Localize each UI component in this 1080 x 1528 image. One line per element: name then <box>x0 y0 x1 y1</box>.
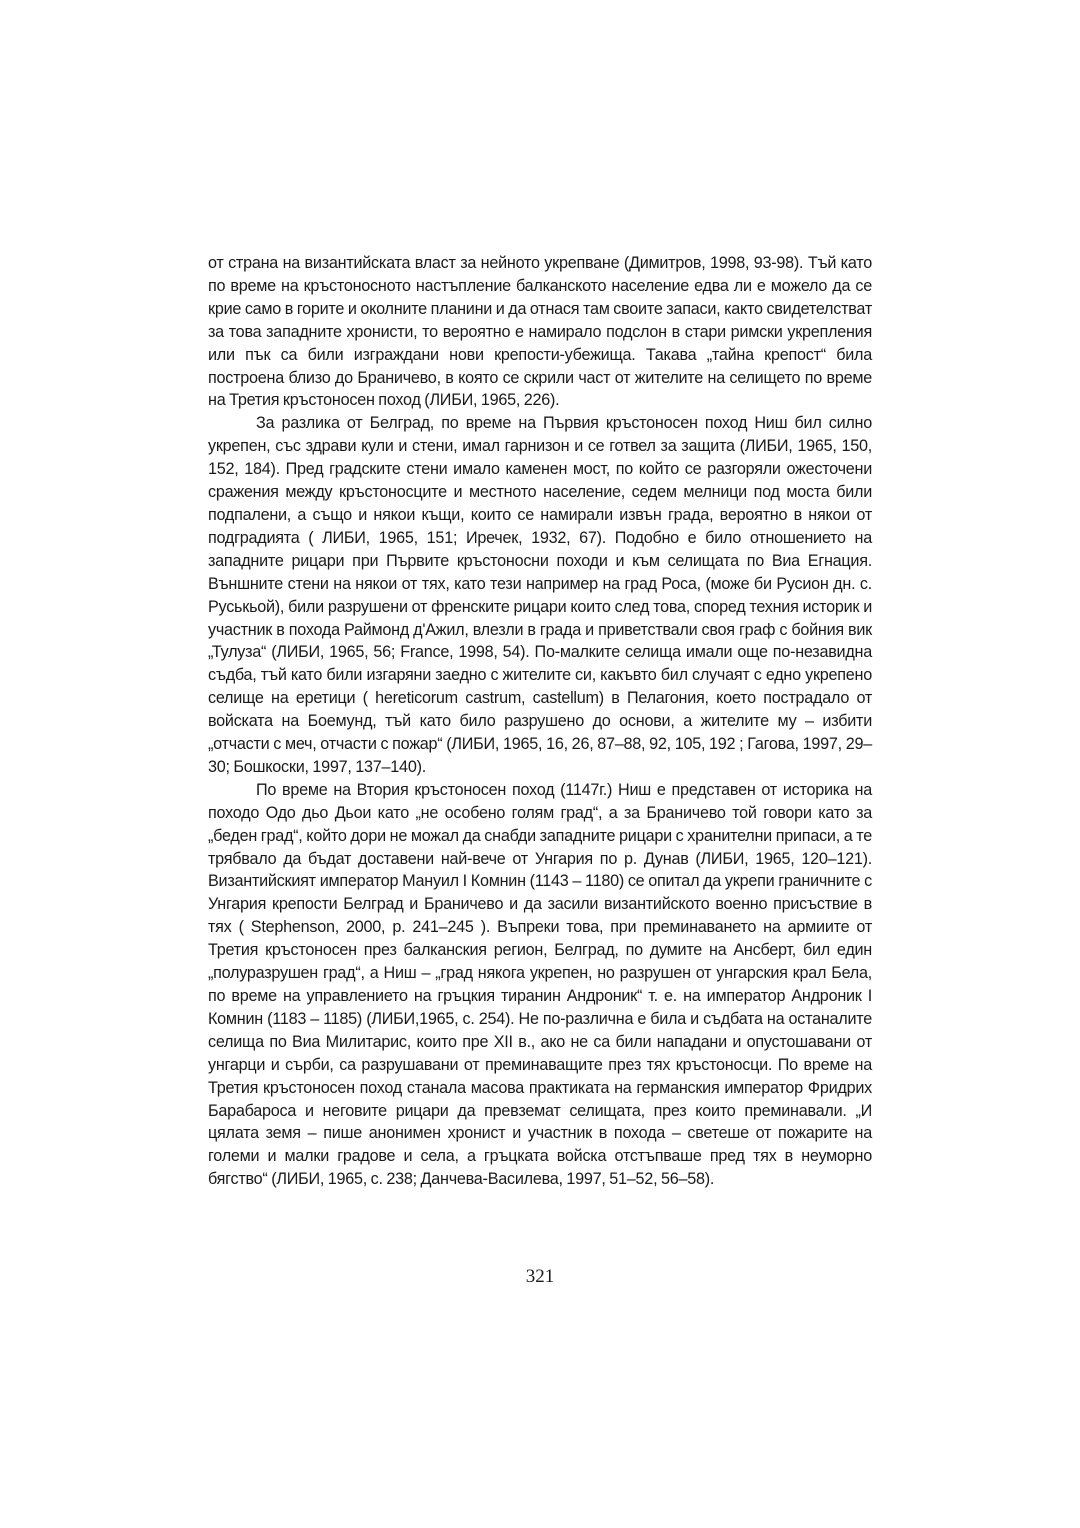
body-text <box>208 252 872 1191</box>
paragraph-3: По време на Втория кръстоносен поход (1147г.) Ниш е представен от историка на походо Одо дьо Дьои като „не особено голям град“, а за Браничево той говори като за „беден град“, който дори не можал да снабди западните рицари с хранителни припаси, а те трябвало да бъдат доставени най-вече от Унгария по р. Дунав (ЛИБИ, 1965, 120–121). Византийският император Мануил I Комнин (1143 – 1180) се опитал да укрепи граничните с Унгария крепости Белград и Браничево и да засили византийското военно присъствие в тях ( Stephenson, 2000, p. 241–245 ). Въпреки това, при преминаването на армиите от Третия кръстоносен през балканския регион, Белград, по думите на Ансберт, бил един „полуразрушен град“, а Ниш – „град някога укрепен, но разрушен от унгарския крал Бела, по време на управлението на гръцкия тиранин Андроник“ т. е. на император Андроник I Комнин (1183 – 1185) (ЛИБИ,1965, с. 254). Не по-различна е била и съдбата на останалите селища по Виа Милитарис, които пре XII в., ако не са били нападани и опустошавани от унгарци и сърби, са разрушавани от преминаващите през тях кръстоносци. По време на Третия кръстоносен поход станала масова практиката на германския император Фридрих Барабароса и неговите рицари да превземат селищата, през които преминавали. „И цялата земя – пише анонимен хронист и участник в похода – светеше от пожарите на големи и малки градове и села, а гръцката войска отстъпваше пред тях в неуморно бягство“ (ЛИБИ, 1965, с. 238; Данчева-Василева, 1997, 51–52, 56–58). <box>208 780 872 1189</box>
page-number: 321 <box>525 1266 555 1287</box>
paragraph-2: За разлика от Белград, по време на Първия кръстоносен поход Ниш бил силно укрепен, със здрави кули и стени, имал гарнизон и се готвел за защита (ЛИБИ, 1965, 150, 152, 184). Пред градските стени имало каменен мост, по който се разгоряли ожесточени сражения между кръстоносците и местното население, седем мелници под моста били подпалени, а също и някои къщи, които се намирали извън града, вероятно в някои от подградията ( ЛИБИ, 1965, 151; Иречек, 1932, 67). Подобно е било отношението на западните рицари при Първите кръстоносни походи и към селищата по Виа Егнация. Външните стени на някои от тях, като тези например на град Роса, (може би Русион дн. с. Руськьой), били разрушени от френските рицари които след това, според техния историк и участник в похода Раймонд д'Ажил, влезли в града и приветствали своя граф с бойния вик „Тулуза“ (ЛИБИ, 1965, 56; France, 1998, 54). По-малките селища имали още по-незавидна съдба, тъй като били изгаряни заедно с жителите си, какъвто бил случаят с едно укрепено селище на еретици ( hereticorum castrum, castellum) в Пелагония, което пострадало от войската на Боемунд, тъй като било разрушено до основи, а жителите му – избити „отчасти с меч, отчасти с пожар“ (ЛИБИ, 1965, 16, 26, 87–88, 92, 105, 192 ; Гагова, 1997, 29–30; Бошкоски, 1997, 137–140). <box>208 414 872 776</box>
paragraph-1: от страна на византийската власт за нейното укрепване (Димитров, 1998, 93-98). Тъй като по време на кръстоносното настъпление балканското население едва ли е можело да се крие само в горите и околните планини и да отнася там своите запаси, както свидетелстват за това западните хронисти, то вероятно е намирало подслон в стари римски укрепления или пък са били изграждани нови крепости-убежища. Такава „тайна крепост“ била построена близо до Браничево, в която се скрили част от жителите на селището по време на Третия кръстоносен поход (ЛИБИ, 1965, 226). <box>208 254 872 410</box>
